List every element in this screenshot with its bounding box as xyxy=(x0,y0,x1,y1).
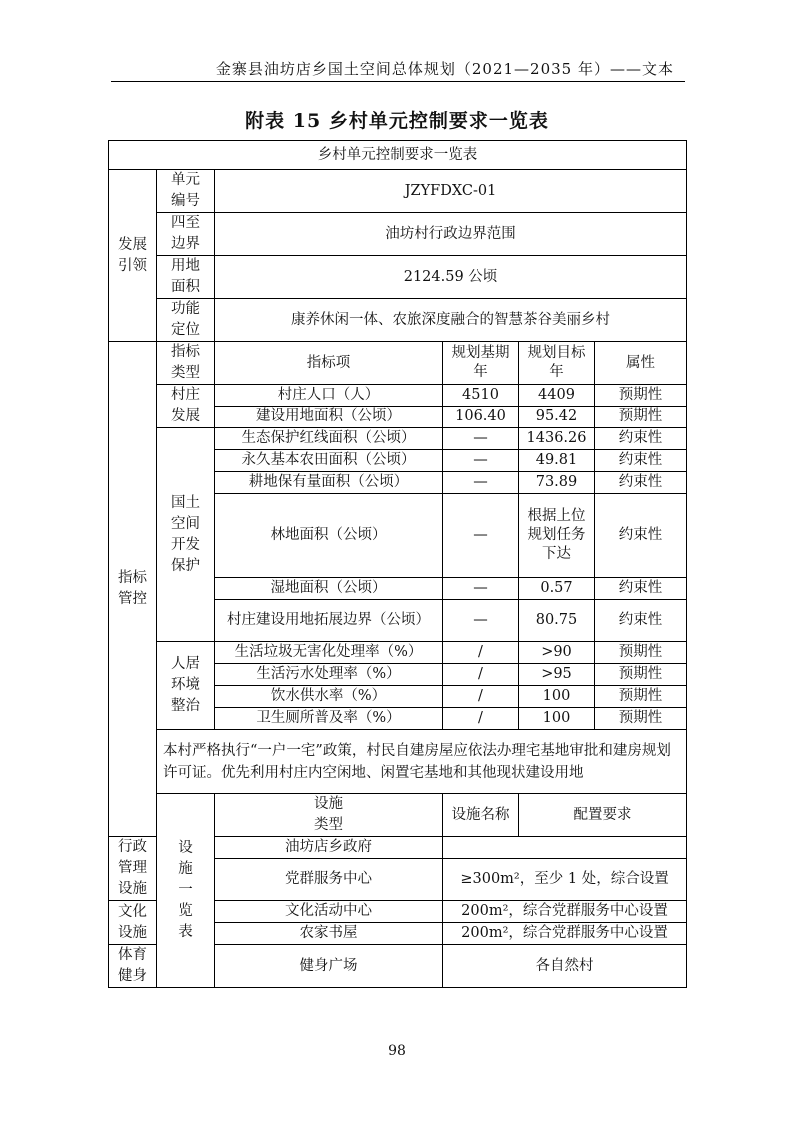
facility-type-sports: 体育健身 xyxy=(109,945,157,988)
indicator-item: 湿地面积（公顷） xyxy=(215,578,443,600)
facility-requirement: ≥300m²，至少 1 处，综合设置 xyxy=(443,859,687,901)
indicator-item: 村庄建设用地拓展边界（公顷） xyxy=(215,600,443,642)
indicator-base: — xyxy=(443,472,519,494)
row-value: 2124.59 公顷 xyxy=(215,256,687,299)
indicator-target: 4409 xyxy=(519,385,595,407)
facility-type-admin: 行政管理设施 xyxy=(109,837,157,901)
indicator-target: >90 xyxy=(519,642,595,664)
indicator-base: — xyxy=(443,578,519,600)
indicator-base: 106.40 xyxy=(443,406,519,428)
row-label: 单元编号 xyxy=(157,170,215,213)
facility-name: 党群服务中心 xyxy=(215,859,443,901)
indicator-attribute: 约束性 xyxy=(595,600,687,642)
facility-name: 健身广场 xyxy=(215,945,443,988)
facility-name: 文化活动中心 xyxy=(215,901,443,923)
indicator-item: 耕地保有量面积（公顷） xyxy=(215,472,443,494)
indicator-item: 村庄人口（人） xyxy=(215,385,443,407)
row-value: 油坊村行政边界范围 xyxy=(215,213,687,256)
subgroup-label-living: 人居环境整治 xyxy=(157,642,215,730)
indicator-target: 1436.26 xyxy=(519,428,595,450)
facility-requirement xyxy=(443,837,687,859)
facility-requirement: 200m²，综合党群服务中心设置 xyxy=(443,923,687,945)
row-label: 功能定位 xyxy=(157,299,215,342)
facility-type-culture: 文化设施 xyxy=(109,901,157,945)
col-header-item: 指标项 xyxy=(215,342,443,385)
col-header-attribute: 属性 xyxy=(595,342,687,385)
indicator-attribute: 约束性 xyxy=(595,494,687,578)
indicator-item: 永久基本农田面积（公顷） xyxy=(215,450,443,472)
indicator-base: / xyxy=(443,664,519,686)
col-header-target-year: 规划目标年 xyxy=(519,342,595,385)
group-label-indicators: 指标管控 xyxy=(109,342,157,837)
indicator-target: 100 xyxy=(519,686,595,708)
indicator-item: 生活污水处理率（%） xyxy=(215,664,443,686)
header-divider xyxy=(111,81,685,82)
col-header-base-year: 规划基期年 xyxy=(443,342,519,385)
indicator-target: 0.57 xyxy=(519,578,595,600)
indicator-item: 饮水供水率（%） xyxy=(215,686,443,708)
facility-requirement: 各自然村 xyxy=(443,945,687,988)
indicator-attribute: 预期性 xyxy=(595,708,687,730)
group-label-facilities: 设施一览表 xyxy=(157,794,215,988)
row-label: 四至边界 xyxy=(157,213,215,256)
indicator-target: >95 xyxy=(519,664,595,686)
indicator-target: 根据上位规划任务下达 xyxy=(519,494,595,578)
col-header-facility-type: 设施类型 xyxy=(215,794,443,837)
indicator-base: 4510 xyxy=(443,385,519,407)
col-header-requirement: 配置要求 xyxy=(519,794,687,837)
indicator-attribute: 预期性 xyxy=(595,385,687,407)
indicator-attribute: 预期性 xyxy=(595,664,687,686)
indicator-item: 卫生厕所普及率（%） xyxy=(215,708,443,730)
row-value: 康养休闲一体、农旅深度融合的智慧茶谷美丽乡村 xyxy=(215,299,687,342)
col-header-facility-name: 设施名称 xyxy=(443,794,519,837)
village-unit-control-table xyxy=(108,140,687,988)
indicator-item: 建设用地面积（公顷） xyxy=(215,406,443,428)
indicator-base: / xyxy=(443,708,519,730)
indicator-base: / xyxy=(443,642,519,664)
row-value: JZYFDXC-01 xyxy=(215,170,687,213)
indicator-target: 100 xyxy=(519,708,595,730)
indicator-target: 73.89 xyxy=(519,472,595,494)
indicator-attribute: 约束性 xyxy=(595,578,687,600)
facility-name: 油坊店乡政府 xyxy=(215,837,443,859)
page-number: 98 xyxy=(388,1043,406,1059)
facility-name: 农家书屋 xyxy=(215,923,443,945)
subgroup-label-land: 国土空间开发保护 xyxy=(157,428,215,642)
indicator-base: — xyxy=(443,428,519,450)
indicator-item: 生态保护红线面积（公顷） xyxy=(215,428,443,450)
group-label-development: 发展引领 xyxy=(109,170,157,342)
indicator-attribute: 约束性 xyxy=(595,472,687,494)
indicator-base: — xyxy=(443,450,519,472)
subgroup-label-village: 村庄发展 xyxy=(157,385,215,428)
indicator-item: 生活垃圾无害化处理率（%） xyxy=(215,642,443,664)
indicator-target: 95.42 xyxy=(519,406,595,428)
indicator-base: — xyxy=(443,494,519,578)
indicator-target: 49.81 xyxy=(519,450,595,472)
indicator-base: / xyxy=(443,686,519,708)
indicator-attribute: 约束性 xyxy=(595,450,687,472)
indicator-item: 林地面积（公顷） xyxy=(215,494,443,578)
indicator-attribute: 预期性 xyxy=(595,686,687,708)
indicator-attribute: 预期性 xyxy=(595,406,687,428)
indicator-target: 80.75 xyxy=(519,600,595,642)
homestead-policy-note: 本村严格执行“一户一宅”政策，村民自建房屋应依法办理宅基地审批和建房规划许可证。优先利用村庄内空闲地、闲置宅基地和其他现状建设用地 xyxy=(157,730,687,794)
indicator-base: — xyxy=(443,600,519,642)
running-header: 金寨县油坊店乡国土空间总体规划（2021—2035 年）——文本 xyxy=(215,60,674,78)
col-header-type: 指标类型 xyxy=(157,342,215,385)
table-caption: 乡村单元控制要求一览表 xyxy=(109,141,687,170)
page-title: 附表 15 乡村单元控制要求一览表 xyxy=(245,110,549,132)
indicator-attribute: 约束性 xyxy=(595,428,687,450)
row-label: 用地面积 xyxy=(157,256,215,299)
facility-requirement: 200m²，综合党群服务中心设置 xyxy=(443,901,687,923)
indicator-attribute: 预期性 xyxy=(595,642,687,664)
